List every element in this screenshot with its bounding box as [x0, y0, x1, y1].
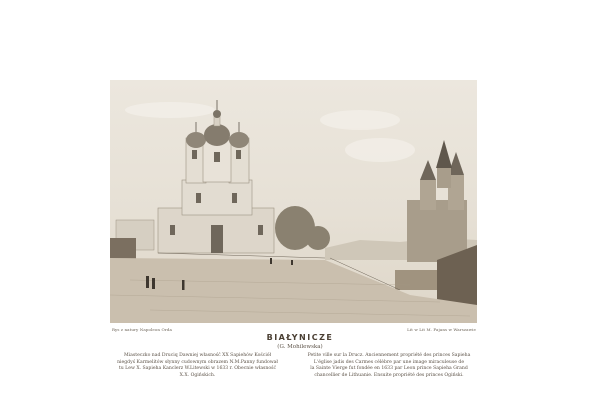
caption-french-line: chancellier de Lithuanie. Ensuite propriété des princes Ogiński.	[314, 372, 464, 378]
plate-title: BIAŁYNICZE	[266, 333, 334, 342]
caption-french-line: la Sainte Vierge fut fondée en 1633 par Leon prince Sapieha Grand	[310, 366, 468, 371]
plate-subtitle: (G. Mohilewska)	[277, 344, 323, 350]
artist-credit: Rys z natury Napoleon Orda	[112, 327, 172, 332]
lithographer-credit: Lit w Lit M. Fajans w Warszawie	[407, 327, 476, 332]
fence-house	[395, 270, 437, 290]
caption-polish-line: Miasteczko nad Druciq Dawniej własność XX Sapiehów Kościół	[123, 353, 272, 358]
orthodox-church	[407, 140, 467, 262]
caption-french	[300, 353, 478, 379]
lithograph-plate	[110, 80, 477, 323]
ground	[110, 258, 477, 323]
caption-polish-line: tu Lew X. Sapieha Kanclerz W.Litewski w 1633 r. Obecnie własność	[118, 366, 277, 371]
caption-polish-line: niegdyś Karmelitów słynny cudownym obrazem N.M.Panny fundował	[117, 359, 278, 365]
sky-clouds	[125, 102, 415, 162]
caption-polish-line: X.X. Ogińskich.	[179, 372, 216, 378]
church-building	[158, 100, 274, 253]
trees	[275, 206, 330, 250]
caption-polish	[110, 353, 285, 379]
caption-french-line: Petite ville sur la Drucz. Anciennement propriété des princes Sapieha	[307, 353, 471, 358]
lithograph-illustration	[110, 80, 477, 323]
caption-french-line: L'église jadis des Carmes célèbre par une image miraculeuse de	[313, 359, 465, 365]
